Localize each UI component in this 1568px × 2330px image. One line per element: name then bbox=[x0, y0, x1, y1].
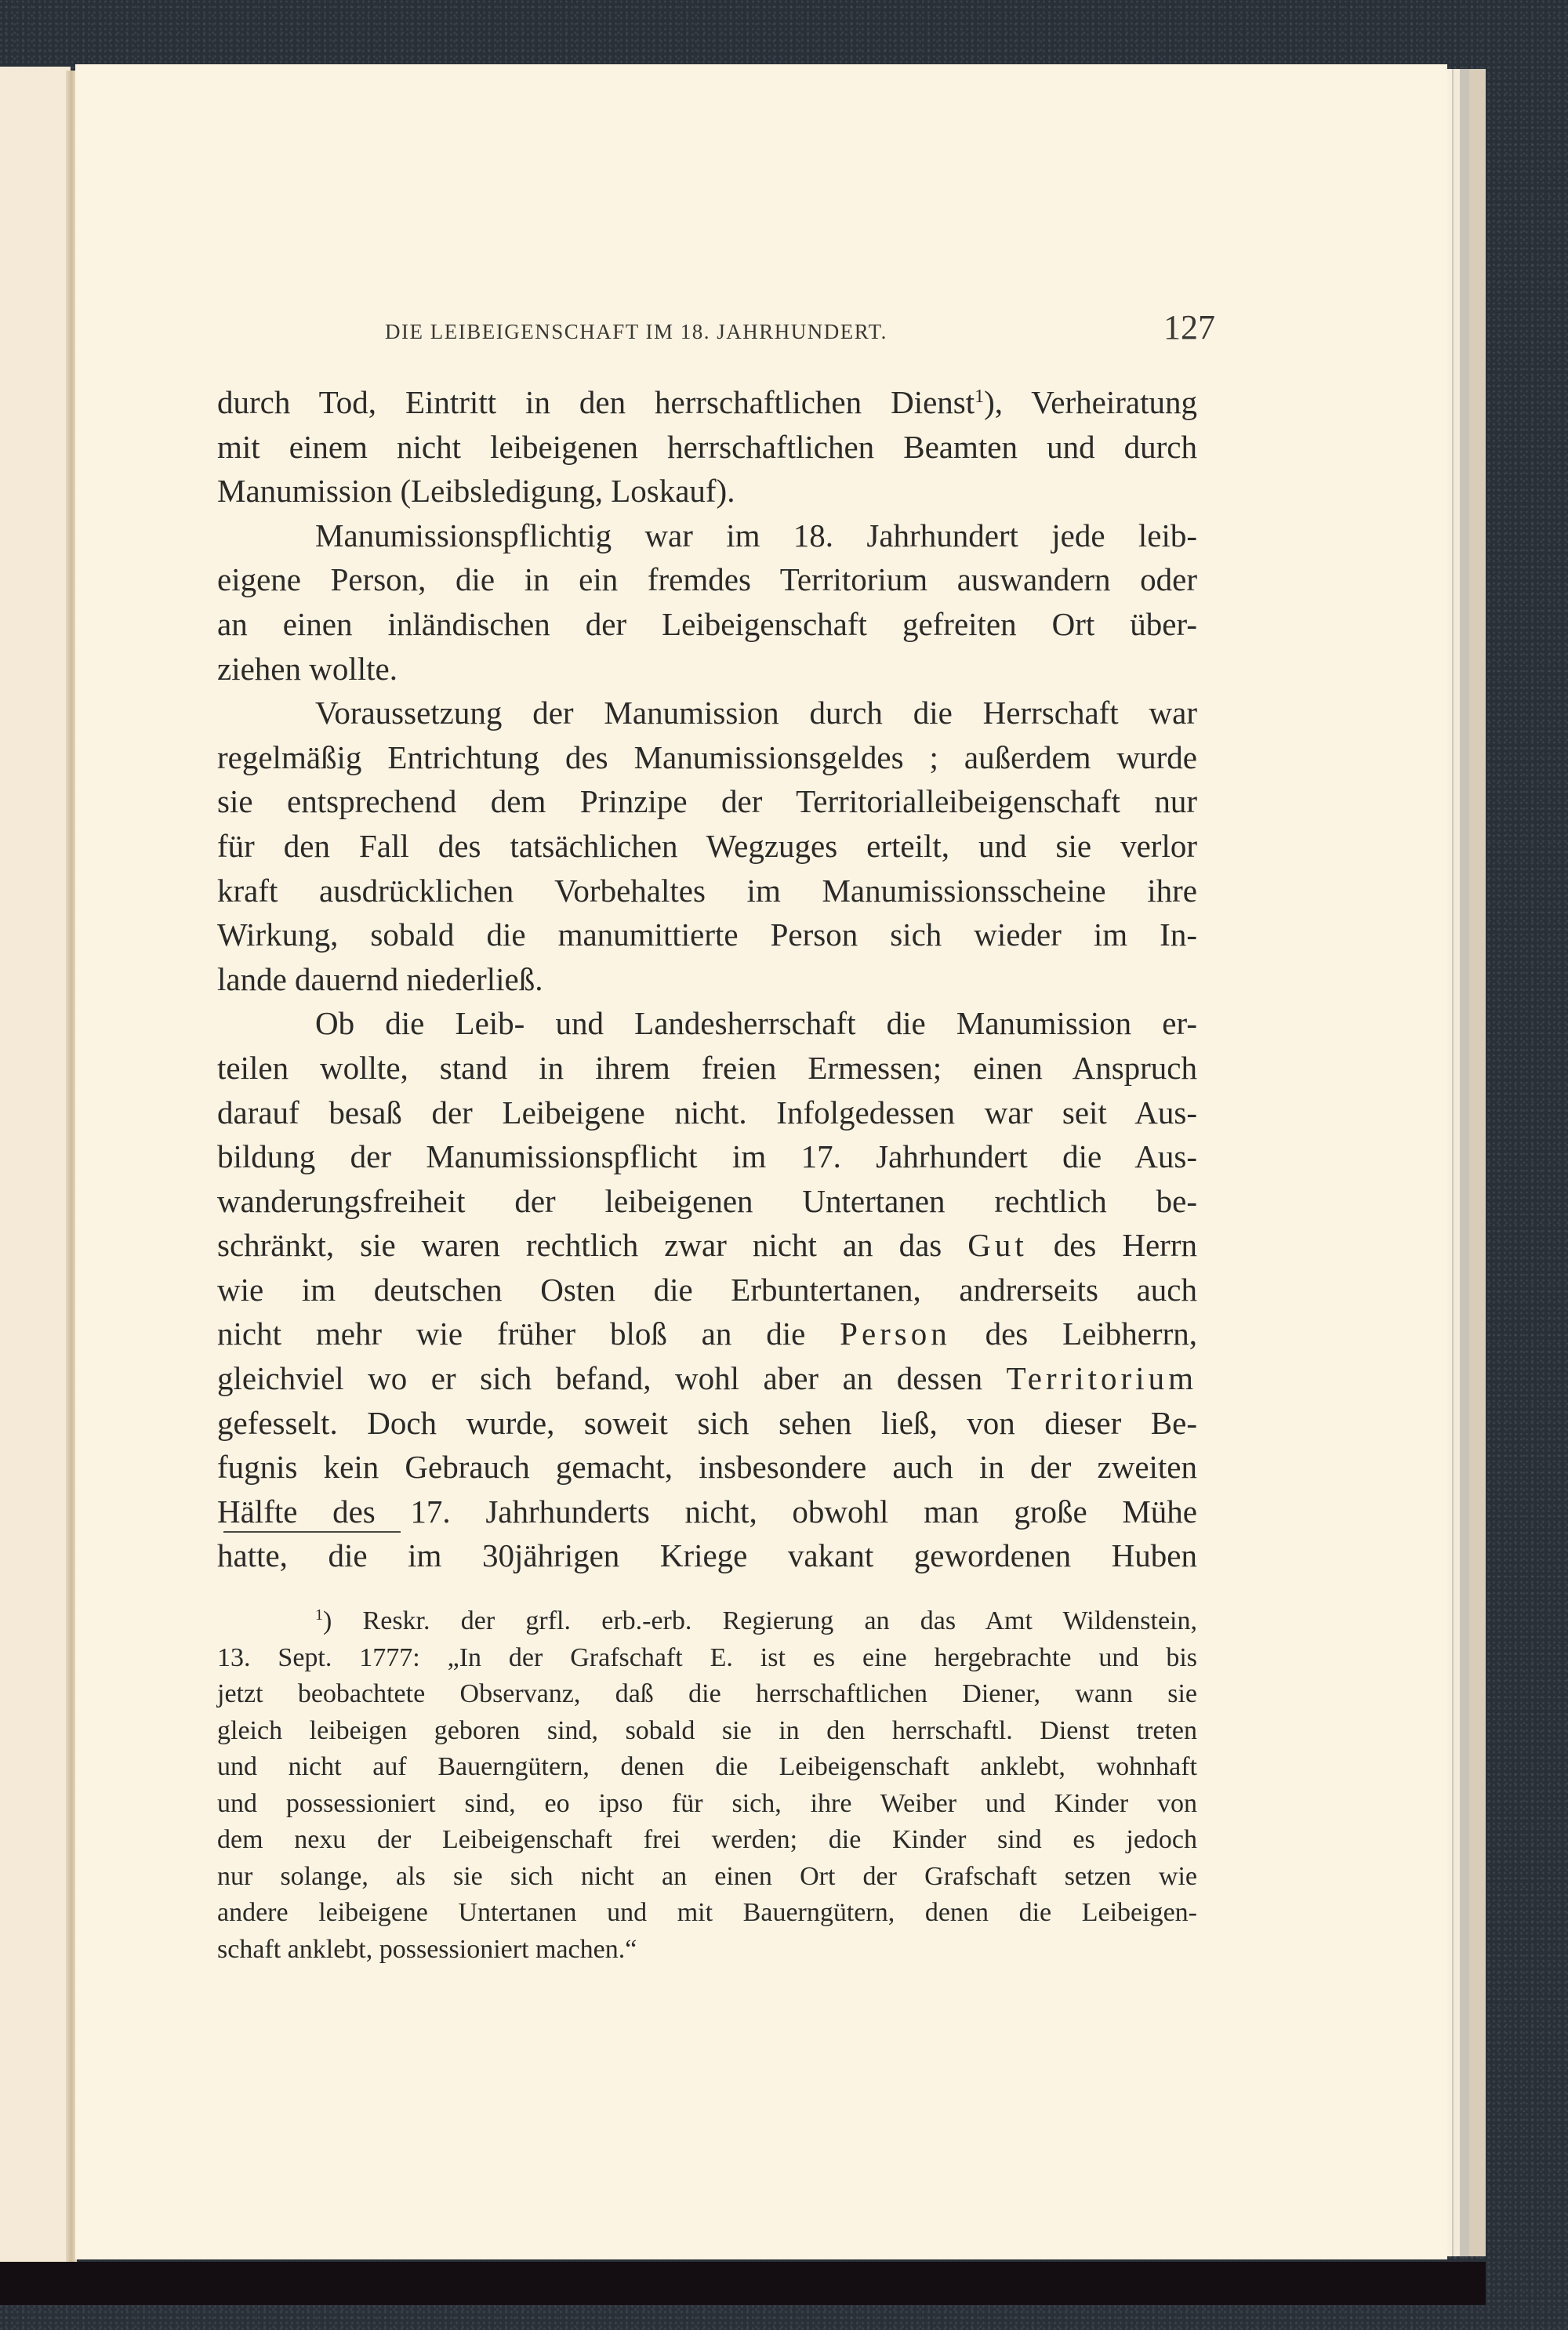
book-page bbox=[75, 64, 1447, 2259]
body-line: Hälfte des 17. Jahrhunderts nicht, obwohl man große Mühe bbox=[217, 1493, 1197, 1530]
footnote-line: $^1$) Reskr. der grfl. erb.-erb. Regierung an das Amt Wildenstein, bbox=[315, 1606, 1197, 1635]
footnote-line: gleich leibeigen geboren sind, sobald sie in den herrschaftl. Dienst treten bbox=[217, 1715, 1197, 1745]
body-line: bildung der Manumissionspflicht im 17. Jahrhundert die Aus- bbox=[217, 1138, 1197, 1175]
footnote-marker: 1 bbox=[315, 1606, 323, 1624]
body-line: lande dauernd niederließ. bbox=[217, 960, 543, 997]
body-line: für den Fall des tatsächlichen Wegzuges erteilt, und sie verlor bbox=[217, 827, 1197, 864]
footnote-line: schaft anklebt, possessioniert machen.“ bbox=[217, 1934, 637, 1964]
body-line: teilen wollte, stand in ihrem freien Ermessen; einen Anspruch bbox=[217, 1049, 1197, 1086]
body-line: nicht mehr wie früher bloß an die Person des Leibherrn, bbox=[217, 1316, 1197, 1352]
body-line: eigene Person, die in ein fremdes Territorium auswandern oder bbox=[217, 561, 1197, 598]
emphasis-spaced: Person bbox=[840, 1316, 951, 1352]
body-line: wie im deutschen Osten die Erbuntertanen, andrerseits auch bbox=[217, 1271, 1197, 1308]
footnotes bbox=[217, 1603, 1197, 1968]
emphasis-spaced: Gut bbox=[967, 1227, 1028, 1264]
running-head: DIE LEIBEIGENSCHAFT IM 18. JAHRHUNDERT. bbox=[385, 320, 887, 343]
body-line: ziehen wollte. bbox=[217, 650, 397, 687]
body-line: durch Tod, Eintritt in den herrschaftlichen Dienst$^1$), Verheiratung bbox=[217, 384, 1197, 420]
footnote-line: nur solange, als sie sich nicht an einen Ort der Grafschaft setzen wie bbox=[217, 1861, 1197, 1891]
emphasis-spaced: Territorium bbox=[1006, 1360, 1197, 1397]
footnote-ref[interactable]: 1 bbox=[975, 387, 985, 407]
paragraph-start: Manumissionspflichtig war im 18. Jahrhundert jede leib- bbox=[315, 517, 1197, 553]
body-text bbox=[217, 380, 1197, 1578]
body-line: wanderungsfreiheit der leibeigenen Untertanen rechtlich be- bbox=[217, 1182, 1197, 1219]
body-line: sie entsprechend dem Prinzipe der Territorialleibeigenschaft nur bbox=[217, 783, 1197, 820]
book-block-edge bbox=[1443, 69, 1486, 2256]
body-line: darauf besaß der Leibeigene nicht. Infolgedessen war seit Aus- bbox=[217, 1094, 1197, 1131]
body-line: gefesselt. Doch wurde, soweit sich sehen ließ, von dieser Be- bbox=[217, 1404, 1197, 1441]
page-number: 127 bbox=[1163, 308, 1215, 347]
facing-page-edge bbox=[0, 67, 71, 2262]
body-line: fugnis kein Gebrauch gemacht, insbesondere auch in der zweiten bbox=[217, 1449, 1197, 1486]
body-line: gleichviel wo er sich befand, wohl aber an dessen Territorium bbox=[217, 1360, 1197, 1397]
footnote-line: 13. Sept. 1777: „In der Grafschaft E. ist es eine hergebrachte und bis bbox=[217, 1642, 1197, 1672]
body-line: schränkt, sie waren rechtlich zwar nicht an das Gut des Herrn bbox=[217, 1227, 1197, 1264]
footnote-separator bbox=[223, 1531, 401, 1533]
footnote-line: und nicht auf Bauerngütern, denen die Leibeigenschaft anklebt, wohnhaft bbox=[217, 1752, 1197, 1781]
footnote-line: andere leibeigene Untertanen und mit Bauerngütern, denen die Leibeigen- bbox=[217, 1898, 1197, 1927]
body-line: Manumission (Leibsledigung, Loskauf). bbox=[217, 473, 735, 510]
paragraph-start: Voraussetzung der Manumission durch die Herrschaft war bbox=[315, 695, 1197, 731]
body-line: mit einem nicht leibeigenen herrschaftlichen Beamten und durch bbox=[217, 428, 1197, 465]
body-line: kraft ausdrücklichen Vorbehaltes im Manumissionsscheine ihre bbox=[217, 872, 1197, 909]
paragraph-start: Ob die Leib- und Landesherrschaft die Manumission er- bbox=[315, 1005, 1197, 1042]
footnote-line: jetzt beobachtete Observanz, daß die herrschaftlichen Diener, wann sie bbox=[217, 1679, 1197, 1708]
body-line: regelmäßig Entrichtung des Manumissionsgeldes ; außerdem wurde bbox=[217, 739, 1197, 775]
body-line: Wirkung, sobald die manumittierte Person sich wieder im In- bbox=[217, 916, 1197, 953]
footnote-line: dem nexu der Leibeigenschaft frei werden; die Kinder sind es jedoch bbox=[217, 1825, 1197, 1854]
footnote-line: und possessioniert sind, eo ipso für sich, ihre Weiber und Kinder von bbox=[217, 1788, 1197, 1818]
body-line: an einen inländischen der Leibeigenschaft gefreiten Ort über- bbox=[217, 605, 1197, 642]
body-line: hatte, die im 30jährigen Kriege vakant gewordenen Huben bbox=[217, 1537, 1197, 1574]
page-shadow bbox=[0, 2262, 1486, 2305]
